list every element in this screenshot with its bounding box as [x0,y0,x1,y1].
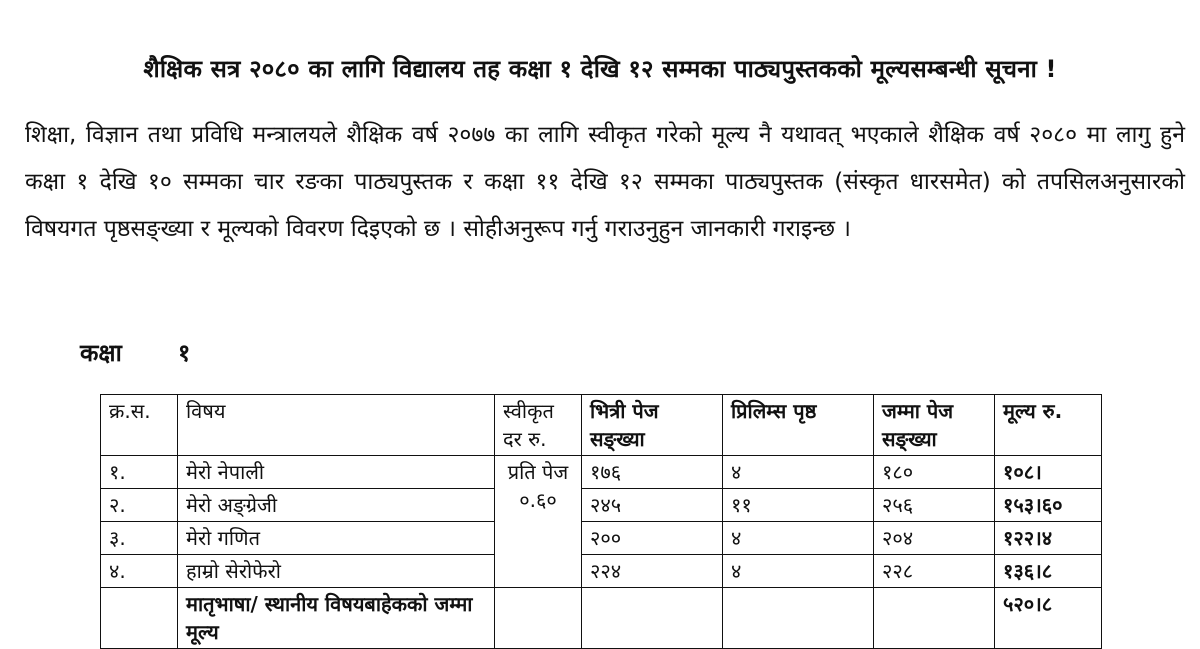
cell-prelim-pages: ४ [723,456,874,489]
table-row [101,555,1102,588]
cell-total-pages: २५६ [874,489,995,522]
cell-inner-pages: २२४ [582,555,723,588]
cell-inner-pages: १७६ [582,456,723,489]
class-number: १ [177,339,191,367]
class-label: कक्षा [80,339,122,367]
table-row [101,456,1102,489]
cell-subject: मेरो नेपाली [178,456,495,489]
class-heading [80,336,246,369]
notice-title: शैक्षिक सत्र २०८० का लागि विद्यालय तह कक्षा १ देखि १२ सम्मका पाठ्यपुस्तकको मूल्यसम्बन्धी सूचना ! [143,55,1057,83]
cell-inner-pages: २४५ [582,489,723,522]
cell-sn: ४. [101,555,178,588]
cell-summary-label: मातृभाषा/ स्थानीय विषयबाहेकको जम्मा मूल्य [178,588,495,649]
header-price: मूल्य रु. [995,395,1102,456]
cell-total-pages: २२८ [874,555,995,588]
header-rate: स्वीकृत दर रु. [495,395,582,456]
cell-sn: ३. [101,522,178,555]
header-inner-pages: भित्री पेज सङ्ख्या [582,395,723,456]
table-row [101,489,1102,522]
cell-price: १२२।४ [995,522,1102,555]
cell-price: १३६।८ [995,555,1102,588]
cell-price: १५३।६० [995,489,1102,522]
cell-inner-pages: २०० [582,522,723,555]
cell-prelim-pages: ११ [723,489,874,522]
header-total-pages: जम्मा पेज सङ्ख्या [874,395,995,456]
cell-price: १०८। [995,456,1102,489]
cell-total-pages: १८० [874,456,995,489]
cell-subject: हाम्रो सेरोफेरो [178,555,495,588]
cell-rate: प्रति पेज ०.६० [495,456,582,588]
cell-sn: २. [101,489,178,522]
cell-sn: १. [101,456,178,489]
table-summary-row [101,588,1102,649]
cell-empty [723,588,874,649]
cell-subject: मेरो अङ्ग्रेजी [178,489,495,522]
cell-empty [874,588,995,649]
textbook-price-table [100,394,1102,649]
cell-subject: मेरो गणित [178,522,495,555]
cell-empty [495,588,582,649]
notice-paragraph: शिक्षा, विज्ञान तथा प्रविधि मन्त्रालयले शैक्षिक वर्ष २०७७ का लागि स्वीकृत गरेको मूल्य नै यथावत् भएकाले शैक्षिक वर्ष २०८० मा लागु हुने कक्षा १ देखि १० सम्मका चार रङका पाठ्यपुस्तक र कक्षा ११ देखि १२ सम्मका पाठ्यपुस्तक (संस्कृत धारसमेत) को तपसिलअनुसारको विषयगत पृष्ठसङ्ख्या र मूल्यको विवरण दिइएको छ । सोहीअनुरूप गर्नु गराउनुहुन जानकारी गराइन्छ । [25,122,1185,242]
cell-sn-empty [101,588,178,649]
cell-summary-price: ५२०।८ [995,588,1102,649]
table-header-row [101,395,1102,456]
cell-total-pages: २०४ [874,522,995,555]
cell-prelim-pages: ४ [723,555,874,588]
table-row [101,522,1102,555]
header-sn: क्र.स. [101,395,178,456]
header-subject: विषय [178,395,495,456]
cell-empty [582,588,723,649]
header-prelim-pages: प्रिलिम्स पृष्ठ [723,395,874,456]
cell-prelim-pages: ४ [723,522,874,555]
